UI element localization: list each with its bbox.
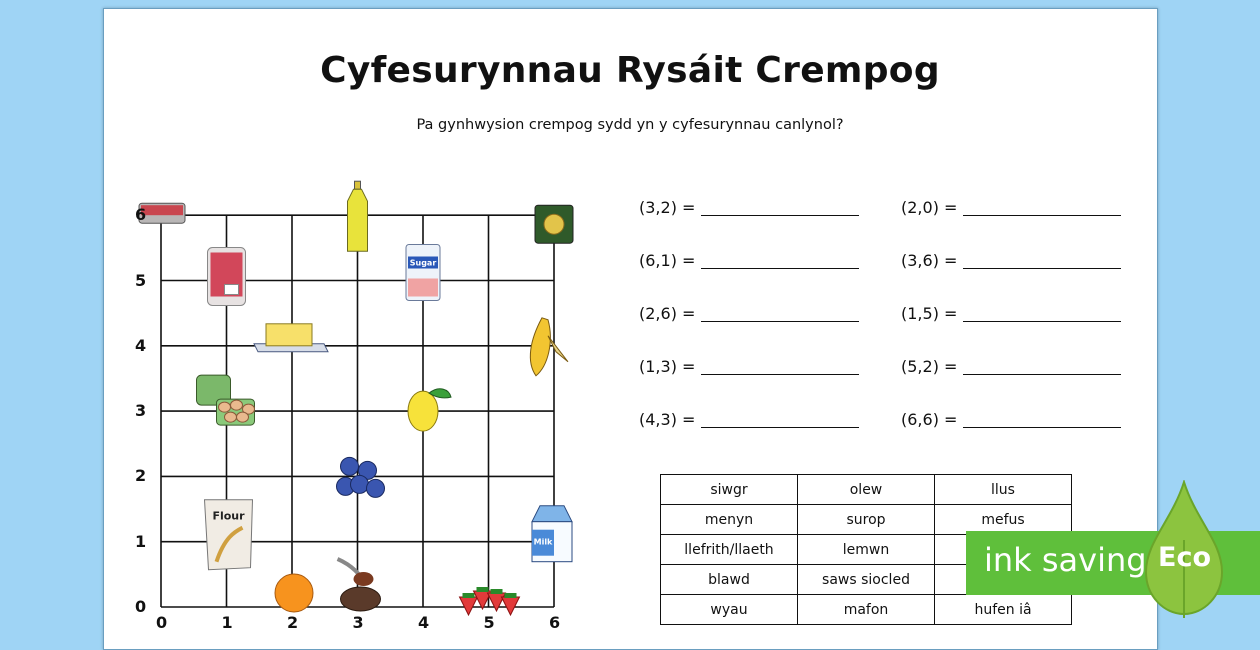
raspberries-punnet-icon (208, 248, 246, 306)
x-axis-label: 0 (156, 613, 168, 632)
word-bank-cell: mefus (935, 505, 1072, 535)
word-bank-cell: llefrith/llaeth (661, 535, 798, 565)
x-axis-label: 2 (287, 613, 299, 632)
question-coordinate: (1,5) (901, 304, 945, 323)
answer-blank[interactable] (701, 321, 859, 322)
question-coordinate: (4,3) (639, 410, 683, 429)
milk-carton-label: Milk (533, 537, 553, 547)
word-bank-cell: menyn (661, 505, 798, 535)
y-axis-label: 5 (135, 270, 147, 290)
answer-blank[interactable] (963, 268, 1121, 269)
eco-badge-text: ink saving (984, 541, 1147, 579)
y-axis-label: 2 (135, 466, 147, 486)
lemon-icon (408, 389, 451, 431)
question-equals: = (682, 198, 696, 217)
word-bank-cell: blawd (661, 565, 798, 595)
question-equals: = (682, 357, 696, 376)
coordinate-question (901, 198, 1121, 217)
word-bank-row (661, 505, 1072, 535)
coordinate-question (639, 304, 859, 323)
word-bank-cell: mafon (798, 595, 935, 625)
question-equals: = (682, 410, 696, 429)
syrup-tin-icon (535, 205, 573, 243)
coordinate-question (639, 410, 859, 429)
word-bank-cell: lemwn (798, 535, 935, 565)
banana-icon (530, 318, 568, 376)
answer-blank[interactable] (963, 374, 1121, 375)
answer-blank[interactable] (701, 215, 859, 216)
question-equals: = (682, 251, 696, 270)
eco-badge-word: Eco (1158, 542, 1211, 573)
answer-blank[interactable] (963, 215, 1121, 216)
coordinate-question (901, 357, 1121, 376)
flour-bag-icon (205, 500, 253, 570)
sugar-bag-icon (406, 245, 440, 301)
milk-carton-icon (532, 506, 572, 562)
word-bank-cell: olew (798, 475, 935, 505)
coordinate-question (901, 410, 1121, 429)
question-coordinate: (3,6) (901, 251, 945, 270)
coordinate-question (901, 304, 1121, 323)
word-bank-cell: wyau (661, 595, 798, 625)
answer-blank[interactable] (701, 268, 859, 269)
y-axis-label: 0 (135, 597, 147, 616)
word-bank-row (661, 595, 1072, 625)
chocolate-sauce-icon (338, 559, 381, 611)
question-coordinate: (2,0) (901, 198, 945, 217)
x-axis-label: 6 (549, 613, 561, 632)
answer-blank[interactable] (963, 321, 1121, 322)
x-axis-label: 5 (483, 613, 495, 632)
y-axis-label: 6 (135, 205, 147, 225)
flour-bag-label: Flour (212, 509, 245, 523)
answer-blank[interactable] (701, 374, 859, 375)
word-bank-cell: saws siocled (798, 565, 935, 595)
page-subtitle: Pa gynhwysion crempog sydd yn y cyfesurynnau canlynol? (416, 117, 844, 133)
question-coordinate: (6,1) (639, 251, 683, 270)
coordinate-question (901, 251, 1121, 270)
word-bank-row (661, 475, 1072, 505)
question-coordinate: (3,2) (639, 198, 683, 217)
question-coordinate: (2,6) (639, 304, 683, 323)
x-axis-label: 1 (221, 613, 233, 632)
answer-blank[interactable] (701, 427, 859, 428)
egg-box-icon (197, 375, 255, 425)
oil-bottle-icon (348, 181, 368, 251)
strawberries-icon (460, 587, 520, 615)
coordinate-question (639, 198, 859, 217)
y-axis-label: 1 (135, 531, 147, 551)
blueberries-icon (337, 457, 385, 497)
coordinate-question (639, 251, 859, 270)
y-axis-label: 3 (135, 401, 147, 421)
coordinate-question (639, 357, 859, 376)
word-bank-cell: llus (935, 475, 1072, 505)
x-axis-label: 4 (418, 613, 430, 632)
page-title: Cyfesurynnau Rysáit Crempog (320, 50, 940, 91)
x-axis-label: 3 (352, 613, 364, 632)
y-axis-label: 4 (135, 335, 147, 355)
question-coordinate: (5,2) (901, 357, 945, 376)
word-bank-cell: hufen iâ (935, 595, 1072, 625)
sugar-bag-label: Sugar (409, 258, 437, 268)
answer-blank[interactable] (963, 427, 1121, 428)
question-equals: = (944, 198, 958, 217)
question-coordinate: (1,3) (639, 357, 683, 376)
question-equals: = (944, 304, 958, 323)
question-equals: = (944, 410, 958, 429)
question-coordinate: (6,6) (901, 410, 945, 429)
question-equals: = (944, 251, 958, 270)
word-bank-cell: siwgr (661, 475, 798, 505)
question-equals: = (682, 304, 696, 323)
orange-icon (275, 574, 313, 612)
butter-icon (254, 324, 328, 352)
word-bank-cell: surop (798, 505, 935, 535)
question-equals: = (944, 357, 958, 376)
